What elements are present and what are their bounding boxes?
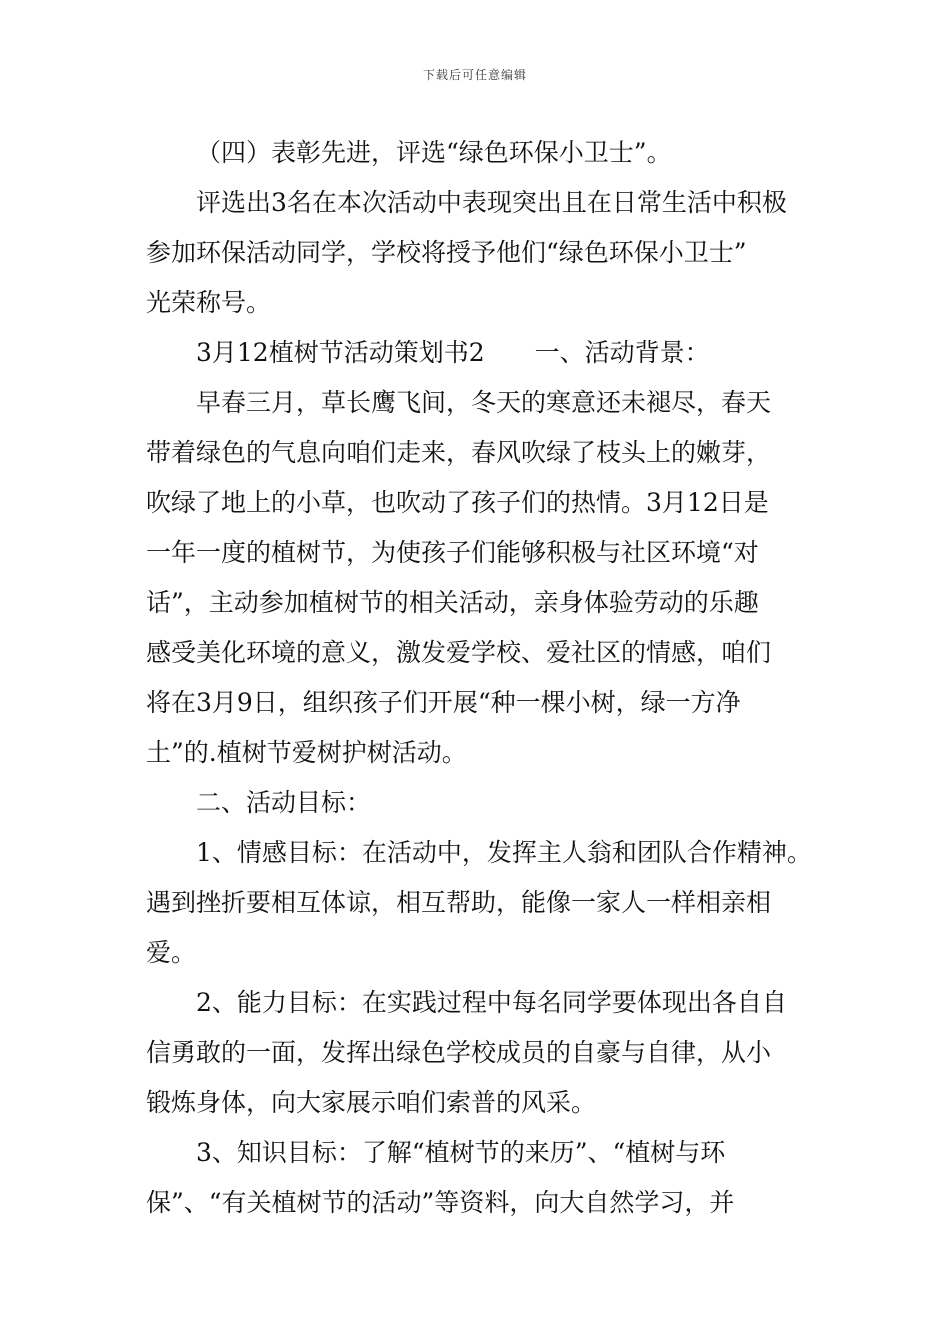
text-line: 1、情感目标：在活动中，发挥主人翁和团队合作精神。 [196, 838, 812, 867]
text-line: 一年一度的植树节，为使孩子们能够积极与社区环境“对 [146, 538, 759, 567]
section-heading: 3月12植树节活动策划书2 一、活动背景： [196, 338, 710, 367]
section-heading: 二、活动目标： [196, 788, 372, 817]
text-line: 带着绿色的气息向咱们走来，春风吹绿了枝头上的嫩芽， [146, 438, 772, 467]
text-line: 评选出3名在本次活动中表现突出且在日常生活中积极 [196, 188, 787, 217]
text-line: 吹绿了地上的小草，也吹动了孩子们的热情。3月12日是 [146, 488, 769, 517]
text-line: 将在3月9日，组织孩子们开展“种一棵小树，绿一方净 [146, 688, 741, 717]
text-line: 爱。 [146, 938, 197, 967]
text-line: 3、知识目标：了解“植树节的来历”、“植树与环 [196, 1138, 726, 1167]
text-line: 遇到挫折要相互体谅，相互帮助，能像一家人一样相亲相 [146, 888, 772, 917]
text-line: 感受美化环境的意义，激发爱学校、爱社区的情感，咱们 [146, 638, 772, 667]
text-line: 话”，主动参加植树节的相关活动，亲身体验劳动的乐趣 [146, 588, 759, 617]
text-line: 参加环保活动同学，学校将授予他们“绿色环保小卫士” [146, 238, 747, 267]
document-body [146, 128, 812, 1228]
text-line: 保”、“有关植树节的活动”等资料，向大自然学习，并 [146, 1188, 735, 1217]
page-header: 下载后可任意编辑 [422, 68, 527, 82]
text-line: 光荣称号。 [146, 288, 272, 317]
text-line: 2、能力目标：在实践过程中每名同学要体现出各自自 [196, 988, 787, 1017]
text-line: 锻炼身体，向大家展示咱们索普的风采。 [146, 1088, 597, 1117]
text-line: 早春三月，草长鹰飞间，冬天的寒意还未褪尽，春天 [196, 388, 772, 417]
text-line: 土”的.植树节爱树护树活动。 [146, 738, 467, 767]
text-line: （四）表彰先进，评选“绿色环保小卫士”。 [196, 138, 672, 167]
text-line: 信勇敢的一面，发挥出绿色学校成员的自豪与自律，从小 [146, 1038, 772, 1067]
